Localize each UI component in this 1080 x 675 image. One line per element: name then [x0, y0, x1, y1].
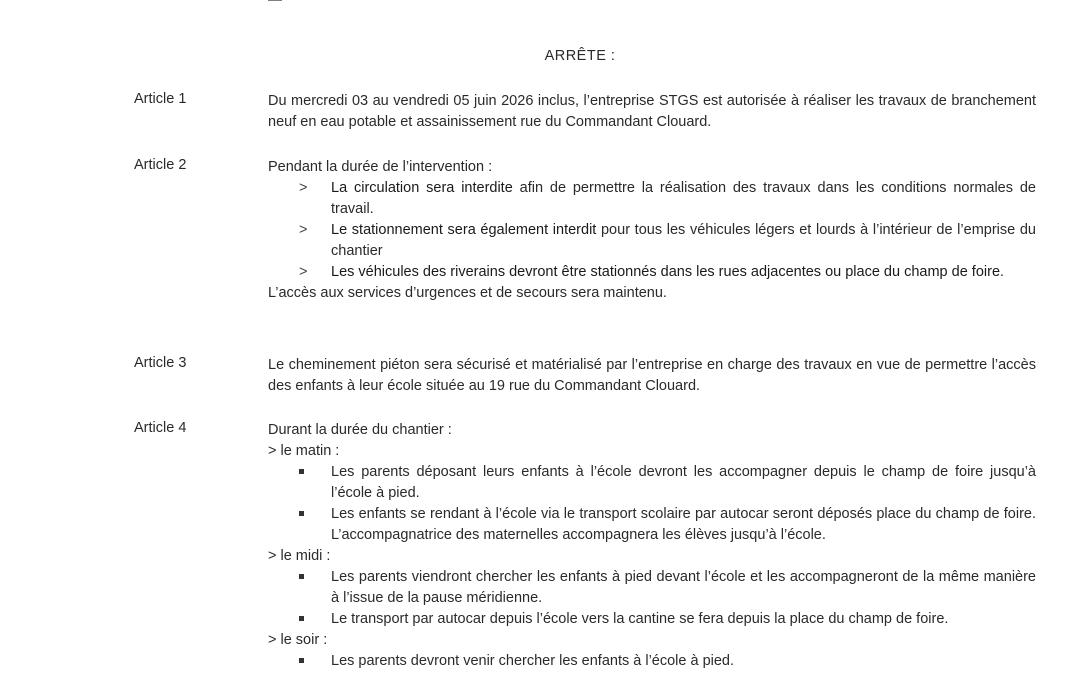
article-1: [134, 91, 1036, 133]
arrow-bullet-icon: >: [299, 222, 308, 238]
arrow-bullet-icon: >: [299, 180, 308, 196]
square-bullet-icon: [299, 469, 304, 474]
midday-list: [268, 567, 1036, 630]
article-text: Le cheminement piéton sera sécurisé et matérialisé par l’entreprise en charge des travaux en vue de permettre l’accès des enfants à leur école située au 19 rue du Commandant Clouard.: [268, 357, 1036, 394]
list-item: Les enfants se rendant à l’école via le transport scolaire par autocar seront déposés place du champ de foire. L’accompagnatrice des maternelles accompagnera les élèves jusqu’à l’école.: [268, 504, 1036, 546]
group-title: > le matin :: [268, 443, 340, 459]
list-item: Le transport par autocar depuis l’école vers la cantine se fera depuis la place du champ de foire.: [268, 609, 1036, 630]
list-item: Les parents déposant leurs enfants à l’école devront les accompagner depuis le champ de foire jusqu’à l’école à pied.: [268, 462, 1036, 504]
article-intro: Pendant la durée de l’intervention :: [268, 159, 493, 175]
article-label: Article 2: [134, 157, 187, 173]
group-title: > le soir :: [268, 632, 328, 648]
article-label: Article 3: [134, 355, 187, 371]
group-title: > le midi :: [268, 548, 331, 564]
list-item: > La circulation sera interdite afin de permettre la réalisation des travaux dans les conditions normales de travail.: [299, 180, 1036, 217]
list-item: > Les véhicules des riverains devront être stationnés dans les rues adjacentes ou place du champ de foire.: [268, 262, 1036, 283]
cropped-previous-line: [268, 0, 868, 3]
article-2: [134, 157, 1036, 304]
square-bullet-icon: [299, 616, 304, 621]
list-item: Les parents devront venir chercher les enfants à l’école à pied.: [268, 651, 1036, 672]
morning-list: [268, 462, 1036, 546]
article-outro: L’accès aux services d’urgences et de secours sera maintenu.: [268, 285, 667, 301]
evening-list: [268, 651, 1036, 672]
article-text: Du mercredi 03 au vendredi 05 juin 2026 inclus, l’entreprise STGS est autorisée à réaliser les travaux de branchement neuf en eau potable et assainissement rue du Commandant Clouard.: [268, 93, 1036, 130]
article-3: [134, 355, 1036, 397]
article-intro: Durant la durée du chantier :: [268, 422, 452, 438]
article-label: Article 4: [134, 420, 187, 436]
list-item: Les parents viendront chercher les enfants à pied devant l’école et les accompagneront de la même manière à l’issue de la pause méridienne.: [268, 567, 1036, 609]
arrow-bullet-icon: >: [299, 264, 308, 280]
restriction-list: [268, 178, 1036, 283]
article-label: Article 1: [134, 91, 187, 107]
square-bullet-icon: [299, 511, 304, 516]
square-bullet-icon: [299, 658, 304, 663]
square-bullet-icon: [299, 574, 304, 579]
decree-heading: ARRÊTE :: [544, 48, 616, 64]
article-4: [134, 420, 1036, 672]
list-item: > Le stationnement sera également interdit pour tous les véhicules légers et lourds à l’intérieur de l’emprise du chantier: [299, 222, 1036, 259]
